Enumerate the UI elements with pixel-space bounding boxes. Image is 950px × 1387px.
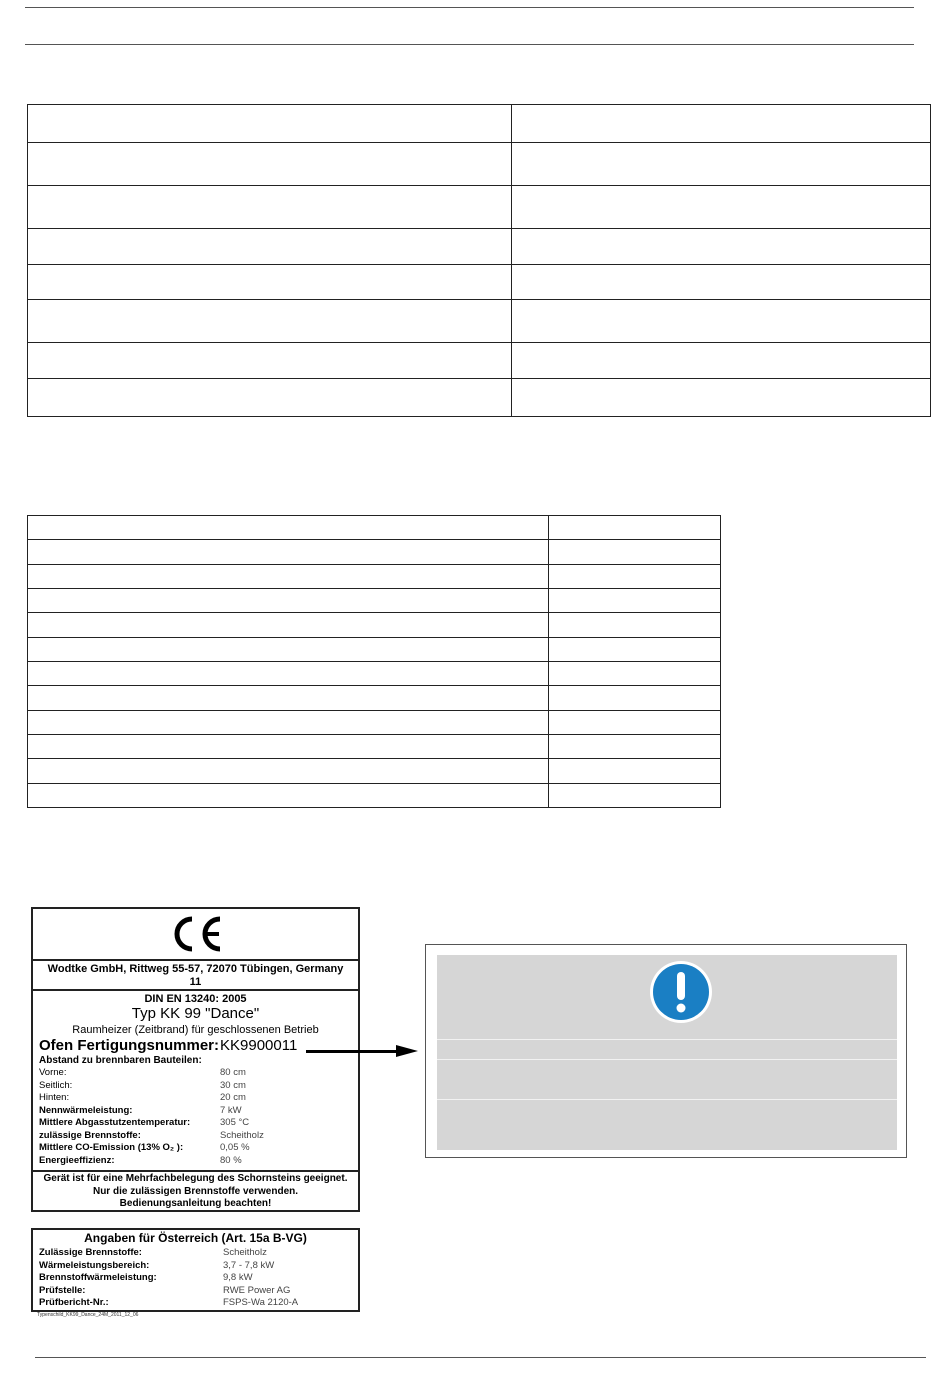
plate-main-section bbox=[33, 991, 358, 1172]
spec-label: zulässige Brennstoffe: bbox=[39, 1129, 141, 1141]
table-row bbox=[28, 588, 720, 612]
table-cell bbox=[549, 516, 720, 539]
table-cell bbox=[512, 343, 930, 378]
spec-value: Scheitholz bbox=[223, 1247, 267, 1258]
spec-row bbox=[39, 1105, 352, 1118]
note-line: Bedienungsanleitung beachten! bbox=[119, 1198, 272, 1209]
table-cell bbox=[28, 229, 512, 264]
austria-plate bbox=[31, 1228, 360, 1312]
spec-value: FSPS-Wa 2120-A bbox=[223, 1297, 299, 1308]
distance-heading: Abstand zu brennbaren Bauteilen: bbox=[39, 1055, 202, 1066]
spec-value: 9,8 kW bbox=[223, 1272, 253, 1283]
table-cell bbox=[28, 516, 549, 539]
table-cell bbox=[28, 105, 512, 142]
ce-mark bbox=[33, 909, 358, 961]
table-row bbox=[28, 661, 720, 685]
table-cell bbox=[549, 638, 720, 661]
exclamation-icon bbox=[649, 960, 713, 1024]
spec-value: 20 cm bbox=[220, 1092, 246, 1103]
warning-panel bbox=[437, 955, 897, 1150]
standard: DIN EN 13240: 2005 bbox=[144, 993, 247, 1005]
table-row bbox=[28, 378, 930, 416]
table-row bbox=[28, 342, 930, 378]
spec-label: Prüfbericht-Nr.: bbox=[39, 1297, 109, 1308]
table-row bbox=[28, 516, 720, 539]
spec-row bbox=[39, 1067, 352, 1080]
table-row bbox=[28, 105, 930, 142]
spec-value: 80 cm bbox=[220, 1067, 246, 1078]
spec-row bbox=[39, 1092, 352, 1105]
table-cell bbox=[28, 265, 512, 299]
table-cell bbox=[549, 540, 720, 563]
spec-row bbox=[39, 1142, 352, 1155]
arrow-head-icon bbox=[396, 1045, 418, 1057]
spec-row bbox=[39, 1080, 352, 1093]
manufacturer-address: Wodtke GmbH, Rittweg 55-57, 72070 Tübingen, Germany bbox=[47, 963, 344, 975]
spec-label: Mittlere CO-Emission (13% O₂ ): bbox=[39, 1142, 184, 1153]
technical-data-table bbox=[27, 104, 931, 417]
spec-value: 30 cm bbox=[220, 1079, 246, 1091]
spec-label: Seitlich: bbox=[39, 1079, 73, 1091]
spec-value: 3,7 - 7,8 kW bbox=[223, 1259, 275, 1271]
note-line: Gerät ist für eine Mehrfachbelegung des Schornsteins geeignet. bbox=[43, 1173, 348, 1184]
table-row bbox=[28, 783, 720, 807]
table-cell bbox=[28, 662, 549, 685]
spec-label: Hinten: bbox=[39, 1092, 70, 1103]
table-cell bbox=[549, 759, 720, 782]
spec-label: Mittlere Abgasstutzentemperatur: bbox=[39, 1117, 191, 1128]
table-row bbox=[28, 612, 720, 636]
spec-value: 7 kW bbox=[220, 1104, 242, 1116]
ce-mark-icon bbox=[168, 914, 224, 954]
warning-box bbox=[425, 944, 907, 1158]
table-row bbox=[28, 758, 720, 782]
table-cell bbox=[28, 565, 549, 588]
table-cell bbox=[549, 565, 720, 588]
table-cell bbox=[512, 143, 930, 185]
table-cell bbox=[28, 759, 549, 782]
description: Raumheizer (Zeitbrand) für geschlossenen Betrieb bbox=[72, 1024, 319, 1036]
table-row bbox=[28, 734, 720, 758]
spec-row bbox=[39, 1247, 352, 1260]
spec-row bbox=[39, 1260, 352, 1273]
table-cell bbox=[28, 735, 549, 758]
spec-value: 305 °C bbox=[220, 1117, 250, 1128]
table-row bbox=[28, 185, 930, 228]
spec-row bbox=[39, 1155, 352, 1168]
table-cell bbox=[28, 143, 512, 185]
header-rule-bottom bbox=[25, 44, 914, 45]
warning-row-divider bbox=[437, 1059, 897, 1060]
spec-value: 80 % bbox=[220, 1154, 242, 1166]
table-cell bbox=[512, 229, 930, 264]
spec-label: Vorne: bbox=[39, 1067, 67, 1078]
spec-value: 0,05 % bbox=[220, 1142, 250, 1153]
spec-row bbox=[39, 1285, 352, 1298]
manufacturer bbox=[33, 961, 358, 991]
table-cell bbox=[549, 711, 720, 734]
table-row bbox=[28, 264, 930, 299]
spec-label: Energieeffizienz: bbox=[39, 1154, 115, 1166]
table-row bbox=[28, 564, 720, 588]
spec-label: Prüfstelle: bbox=[39, 1284, 86, 1296]
table-cell bbox=[28, 300, 512, 342]
table-row bbox=[28, 637, 720, 661]
model-type: Typ KK 99 "Dance" bbox=[131, 1005, 260, 1022]
table-cell bbox=[28, 711, 549, 734]
table-cell bbox=[549, 735, 720, 758]
type-plate bbox=[31, 907, 360, 1212]
table-cell bbox=[549, 589, 720, 612]
table-cell bbox=[512, 300, 930, 342]
note-line: Nur die zulässigen Brennstoffe verwenden. bbox=[92, 1185, 299, 1197]
table-row bbox=[28, 142, 930, 185]
spec-label: Brennstoffwärmeleistung: bbox=[39, 1272, 157, 1283]
spec-label: Zulässige Brennstoffe: bbox=[39, 1247, 142, 1258]
table-cell bbox=[28, 540, 549, 563]
austria-heading: Angaben für Österreich (Art. 15a B-VG) bbox=[84, 1231, 307, 1245]
table-cell bbox=[512, 265, 930, 299]
dimensions-table bbox=[27, 515, 721, 808]
serial-label: Ofen Fertigungsnummer: bbox=[39, 1037, 220, 1054]
plate-notes bbox=[33, 1172, 358, 1211]
table-cell bbox=[28, 589, 549, 612]
table-cell bbox=[28, 686, 549, 709]
table-row bbox=[28, 299, 930, 342]
spec-row bbox=[39, 1130, 352, 1143]
table-cell bbox=[28, 343, 512, 378]
spec-row bbox=[39, 1272, 352, 1285]
spec-label: Nennwärmeleistung: bbox=[39, 1104, 133, 1116]
spec-row bbox=[39, 1297, 352, 1310]
table-cell bbox=[549, 662, 720, 685]
table-cell bbox=[549, 613, 720, 636]
table-cell bbox=[28, 613, 549, 636]
manufacturer-year: 11 bbox=[189, 976, 202, 988]
table-cell bbox=[28, 638, 549, 661]
spec-value: Scheitholz bbox=[220, 1129, 264, 1141]
table-cell bbox=[512, 186, 930, 228]
serial-value: KK9900011 bbox=[220, 1037, 298, 1054]
table-cell bbox=[512, 379, 930, 416]
table-row bbox=[28, 228, 930, 264]
plate-footnote: Typenschild_KK99_Dance_24M_2011_12_06 bbox=[37, 1312, 139, 1318]
table-cell bbox=[28, 784, 549, 807]
warning-row-divider bbox=[437, 1099, 897, 1100]
warning-row-divider bbox=[437, 1039, 897, 1040]
table-cell bbox=[28, 379, 512, 416]
spec-label: Wärmeleistungsbereich: bbox=[39, 1259, 150, 1271]
header-rule-top bbox=[25, 7, 914, 8]
table-cell bbox=[28, 186, 512, 228]
table-row bbox=[28, 539, 720, 563]
pointer-arrow bbox=[306, 1050, 402, 1053]
table-cell bbox=[512, 105, 930, 142]
table-cell bbox=[549, 784, 720, 807]
table-row bbox=[28, 710, 720, 734]
spec-value: RWE Power AG bbox=[223, 1284, 291, 1296]
table-row bbox=[28, 685, 720, 709]
footer-rule bbox=[35, 1357, 926, 1358]
table-cell bbox=[549, 686, 720, 709]
spec-row bbox=[39, 1117, 352, 1130]
